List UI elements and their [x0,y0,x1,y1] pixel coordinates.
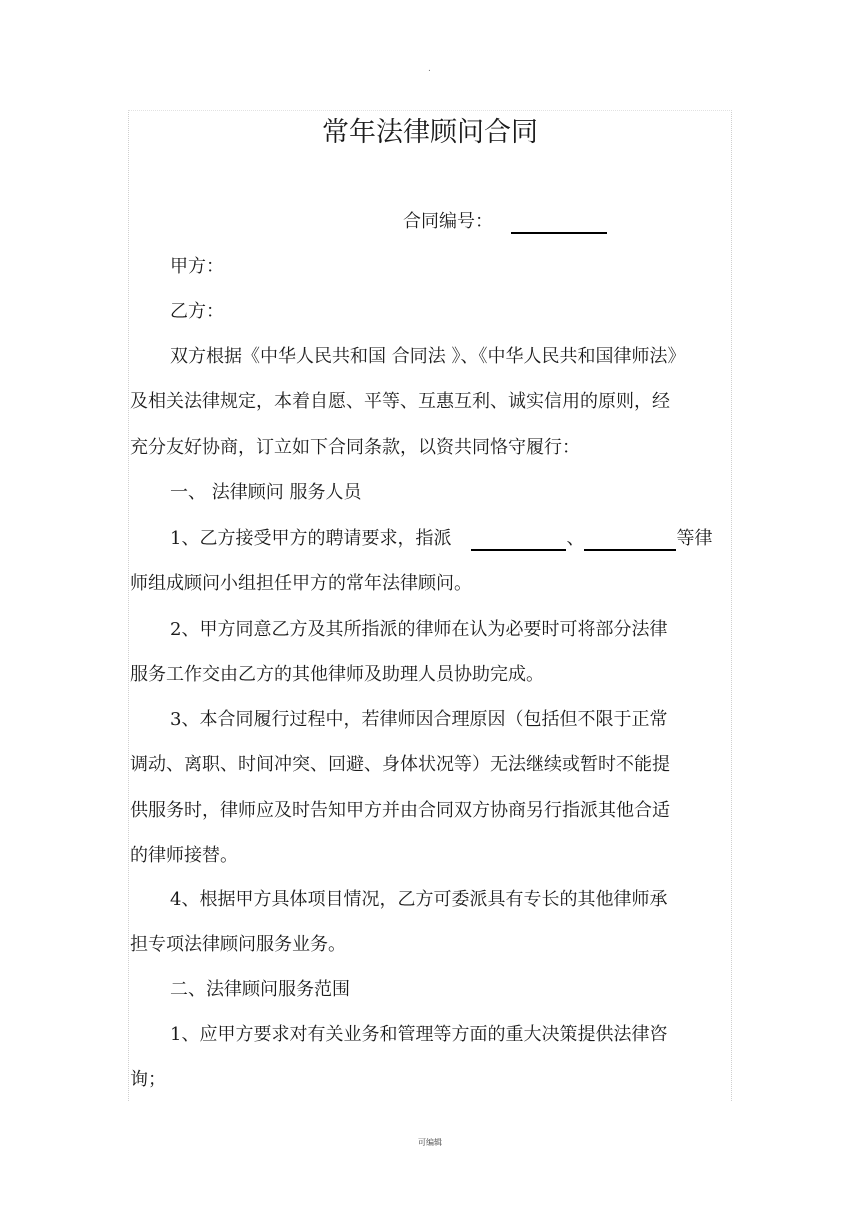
contract-number-row [403,210,607,234]
clause-1-3-line-1: 3、本合同履行过程中，若律师因合理原因（包括但不限于正常 [170,709,668,730]
contract-number-label: 合同编号： [403,211,493,232]
clause-1-1-start: 1、乙方接受甲方的聘请要求，指派 [170,528,452,549]
intro-line-1: 双方根据《中华人民共和国 合同法 》、《中华人民共和国律师法》 [170,346,686,367]
intro-line-3: 充分友好协商，订立如下合同条款，以资共同恪守履行： [130,437,580,458]
clause-1-2-line-2: 服务工作交由乙方的其他律师及助理人员协助完成。 [130,664,544,685]
clause-1-4-line-1: 4、根据甲方具体项目情况，乙方可委派具有专长的其他律师承 [170,889,668,910]
clause-1-3-line-3: 供服务时，律师应及时告知甲方并由合同双方协商另行指派其他合适 [130,800,670,821]
clause-1-1-line-2: 师组成顾问小组担任甲方的常年法律顾问。 [130,573,472,594]
section-1-heading: 一、 法律顾问 服务人员 [170,482,362,503]
party-b-label: 乙方： [170,301,224,322]
clause-2-1-line-2: 询； [130,1069,166,1090]
section-2-heading: 二、法律顾问服务范围 [170,979,350,1000]
lawyer-name-blank-2[interactable] [584,529,676,551]
clause-2-1-line-1: 1、应甲方要求对有关业务和管理等方面的重大决策提供法律咨 [170,1024,668,1045]
footer-editable-note: 可编辑 [418,1138,442,1147]
clause-1-4-line-2: 担专项法律顾问服务业务。 [130,934,346,955]
document-title: 常年法律顾问合同 [322,117,538,148]
clause-1-3-line-2: 调动、离职、时间冲突、回避、身体状况等）无法继续或暂时不能提 [130,754,670,775]
clause-1-1-end: 等律 [676,528,713,549]
clause-1-1-line-1 [170,527,712,551]
party-a-label: 甲方： [170,256,224,277]
contract-number-blank[interactable] [511,212,607,234]
top-mark: . [428,64,431,74]
lawyer-name-blank-1[interactable] [471,529,566,551]
clause-1-1-separator: 、 [566,528,585,549]
clause-1-2-line-1: 2、甲方同意乙方及其所指派的律师在认为必要时可将部分法律 [170,619,668,640]
clause-1-3-line-4: 的律师接替。 [130,845,238,866]
intro-line-2: 及相关法律规定，本着自愿、平等、互惠互利、诚实信用的原则，经 [130,391,670,412]
